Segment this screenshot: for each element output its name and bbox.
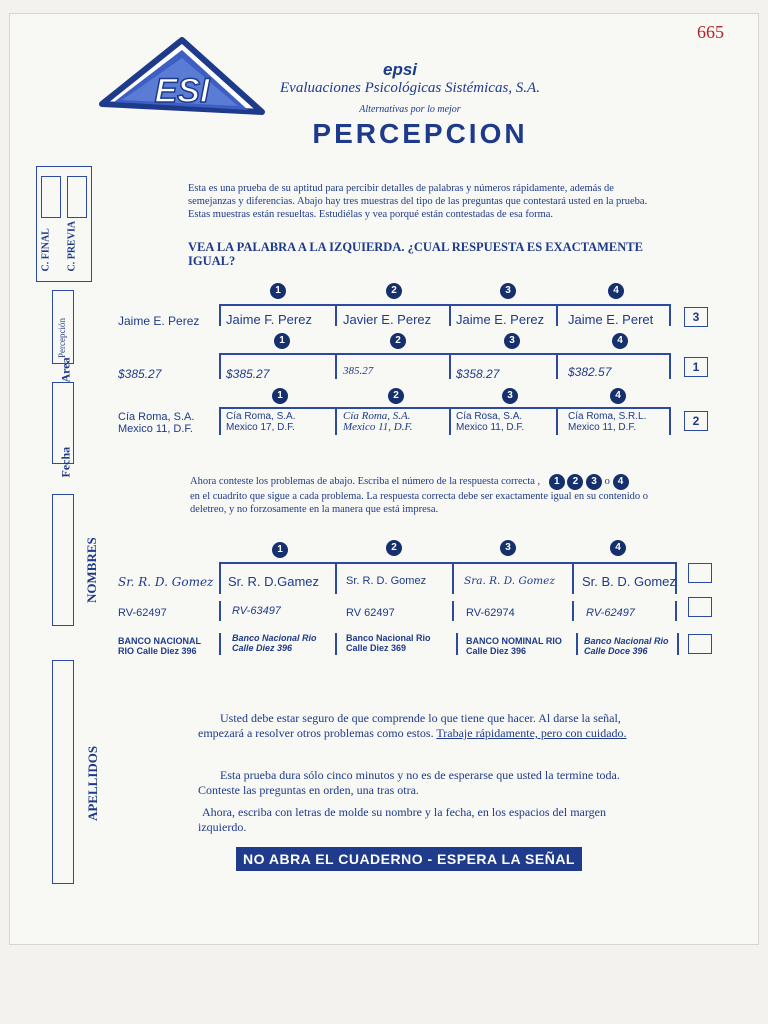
brand-name: epsi — [382, 60, 418, 79]
problem-1-answer-box[interactable] — [688, 563, 712, 583]
divider — [335, 633, 337, 655]
divider — [675, 601, 677, 621]
divider — [219, 601, 221, 621]
c-previa-label: C. PREVIA — [66, 220, 78, 272]
option-number-2: 2 — [567, 474, 583, 490]
divider — [219, 407, 671, 409]
example-1-option-2: Javier E. Perez — [343, 312, 432, 327]
option-number-2: 2 — [388, 388, 404, 404]
divider — [449, 353, 451, 379]
option-number-3: 3 — [502, 388, 518, 404]
divider — [576, 633, 578, 655]
option-number-3: 3 — [500, 540, 516, 556]
instructions-part-b: en el cuadrito que sigue a cada problema. La respuesta correcta debe ser exactamente igual en su contenido o deletreo, y no forzosamente en la manera que está impresa. — [190, 491, 649, 515]
apellidos-label: APELLIDOS — [85, 745, 100, 821]
svg-text:ESI: ESI — [154, 72, 210, 110]
option-number-1: 1 — [270, 283, 286, 299]
divider — [556, 407, 558, 435]
divider — [669, 407, 671, 435]
example-3-option-3: Cía Rosa, S.A. Mexico 11, D.F. — [456, 411, 525, 433]
problem-2-option-4: RV-62497 — [586, 607, 635, 619]
divider — [335, 304, 337, 326]
divider — [219, 407, 221, 435]
example-1-option-3: Jaime E. Perez — [456, 312, 545, 327]
example-2-answer-box: 1 — [684, 357, 708, 377]
option-number-1: 1 — [272, 388, 288, 404]
problem-3-answer-box[interactable] — [688, 634, 712, 654]
example-1-stimulus: Jaime E. Perez — [118, 314, 200, 328]
problem-1-option-1: Sr. R. D.Gamez — [228, 574, 320, 589]
option-number-1: 1 — [274, 333, 290, 349]
example-2-option-3: $358.27 — [456, 367, 500, 381]
option-number-2: 2 — [390, 333, 406, 349]
example-2-option-4: $382.57 — [568, 365, 612, 379]
paragraph-instructions-3: Ahora, escriba con letras de molde su nombre y la fecha, en los espacios del margen izquierdo. — [198, 805, 606, 834]
divider — [572, 562, 574, 594]
divider — [669, 353, 671, 379]
example-3-answer-box: 2 — [684, 411, 708, 431]
example-3-stimulus: Cía Roma, S.A. Mexico 11, D.F. — [118, 411, 195, 435]
c-final-label: C. FINAL — [40, 228, 52, 272]
example-1-answer-box: 3 — [684, 307, 708, 327]
divider — [219, 633, 221, 655]
nombres-label: NOMBRES — [84, 537, 99, 603]
paragraph-instructions-1 — [198, 711, 638, 741]
divider — [449, 304, 451, 326]
divider — [219, 562, 221, 594]
option-number-4: 4 — [608, 283, 624, 299]
question-text: VEA LA PALABRA A LA IZQUIERDA. ¿CUAL RESPUESTA ES EXACTAMENTE IGUAL? — [188, 240, 643, 268]
option-number-4: 4 — [610, 388, 626, 404]
paragraph-1-emphasis: Trabaje rápidamente, pero con cuidado. — [436, 726, 627, 740]
problem-2-stimulus: RV-62497 — [118, 607, 167, 619]
example-3-option-1: Cía Roma, S.A. Mexico 17, D.F. — [226, 411, 296, 433]
problem-2-option-3: RV-62974 — [466, 607, 515, 619]
option-number-1: 1 — [549, 474, 565, 490]
divider — [335, 407, 337, 435]
divider — [335, 562, 337, 594]
nombres-field[interactable] — [52, 494, 74, 626]
divider — [452, 601, 454, 621]
test-title: PERCEPCION — [312, 118, 528, 149]
option-number-2: 2 — [386, 540, 402, 556]
page-number: 665 — [697, 22, 724, 42]
option-number-4: 4 — [613, 474, 629, 490]
example-3-option-4: Cía Roma, S.R.L. Mexico 11, D.F. — [568, 411, 647, 433]
problem-1-option-2: Sr. R. D. Gomez — [346, 575, 427, 587]
divider — [219, 562, 677, 564]
intro-text: Esta es una prueba de su aptitud para percibir detalles de palabras y números rápidamente, además de semejanzas y diferencias. Abajo hay tres muestras del tipo de las preguntas que contestará usted en la prueba. Estas muestras están resueltas. Estudiélas y vea porqué están contestadas de esa forma. — [188, 183, 648, 220]
problem-3-option-3: BANCO NOMINAL RIO Calle Diez 396 — [466, 636, 562, 656]
divider — [449, 407, 451, 435]
problem-2-option-2: RV 62497 — [346, 607, 395, 619]
paragraph-instructions-2: Esta prueba dura sólo cinco minutos y no es de esperarse que usted la termine toda. Conteste las preguntas en orden, una tras otra. — [198, 768, 620, 797]
divider — [219, 353, 221, 379]
divider — [556, 353, 558, 379]
option-number-1: 1 — [272, 542, 288, 558]
problem-3-stimulus: BANCO NACIONAL RIO Calle Diez 396 — [118, 636, 201, 656]
problem-1-option-4: Sr. B. D. Gomez — [582, 574, 676, 589]
divider — [219, 353, 671, 355]
wait-signal-banner: NO ABRA EL CUADERNO - ESPERA LA SEÑAL — [236, 847, 582, 871]
divider — [669, 304, 671, 326]
option-number-2: 2 — [386, 283, 402, 299]
problem-3-option-4: Banco Nacional Rio Calle Doce 396 — [584, 636, 669, 656]
divider — [456, 633, 458, 655]
example-1-option-4: Jaime E. Peret — [568, 312, 654, 327]
instructions — [190, 474, 670, 516]
company-name: Evaluaciones Psicológicas Sistémicas, S.A. — [280, 80, 540, 96]
divider — [572, 601, 574, 621]
option-number-3: 3 — [504, 333, 520, 349]
problem-3-option-2: Banco Nacional Rio Calle Diez 369 — [346, 633, 431, 653]
problem-2-answer-box[interactable] — [688, 597, 712, 617]
example-1-option-1: Jaime F. Perez — [226, 312, 312, 327]
example-2-stimulus: $385.27 — [118, 367, 162, 381]
paragraph-1-text: Usted debe estar seguro de que comprende lo que tiene que hacer. Al darse la señal, empezará a resolver otros problemas como estos. — [198, 711, 621, 740]
example-2-option-1: $385.27 — [226, 367, 270, 381]
divider — [556, 304, 558, 326]
option-number-4: 4 — [610, 540, 626, 556]
instructions-part-a: Ahora conteste los problemas de abajo. Escriba el número de la respuesta correcta , — [190, 476, 541, 487]
option-number-3: 3 — [586, 474, 602, 490]
divider — [219, 304, 671, 306]
example-3-option-2: Cía Roma, S.A. Mexico 11, D.F. — [343, 410, 413, 433]
area-label: Area — [58, 357, 73, 383]
option-number-3: 3 — [500, 283, 516, 299]
problem-2-option-1: RV-63497 — [232, 605, 281, 617]
example-2-option-2: 385.27 — [343, 365, 374, 377]
problem-1-option-3: Sra. R. D. Gomez — [464, 575, 555, 587]
divider — [677, 633, 679, 655]
divider — [452, 562, 454, 594]
divider — [219, 304, 221, 326]
apellidos-field[interactable] — [52, 660, 74, 884]
divider — [335, 353, 337, 379]
problem-3-option-1: Banco Nacional Rio Calle Diez 396 — [232, 633, 317, 653]
area-value: Percepción — [57, 318, 67, 358]
tagline: Alternativas por lo mejor — [359, 104, 461, 115]
option-number-4: 4 — [612, 333, 628, 349]
instructions-or: o — [604, 476, 610, 487]
problem-1-stimulus: Sr. R. D. Gomez — [118, 575, 214, 589]
fecha-label: Fecha — [58, 446, 73, 478]
